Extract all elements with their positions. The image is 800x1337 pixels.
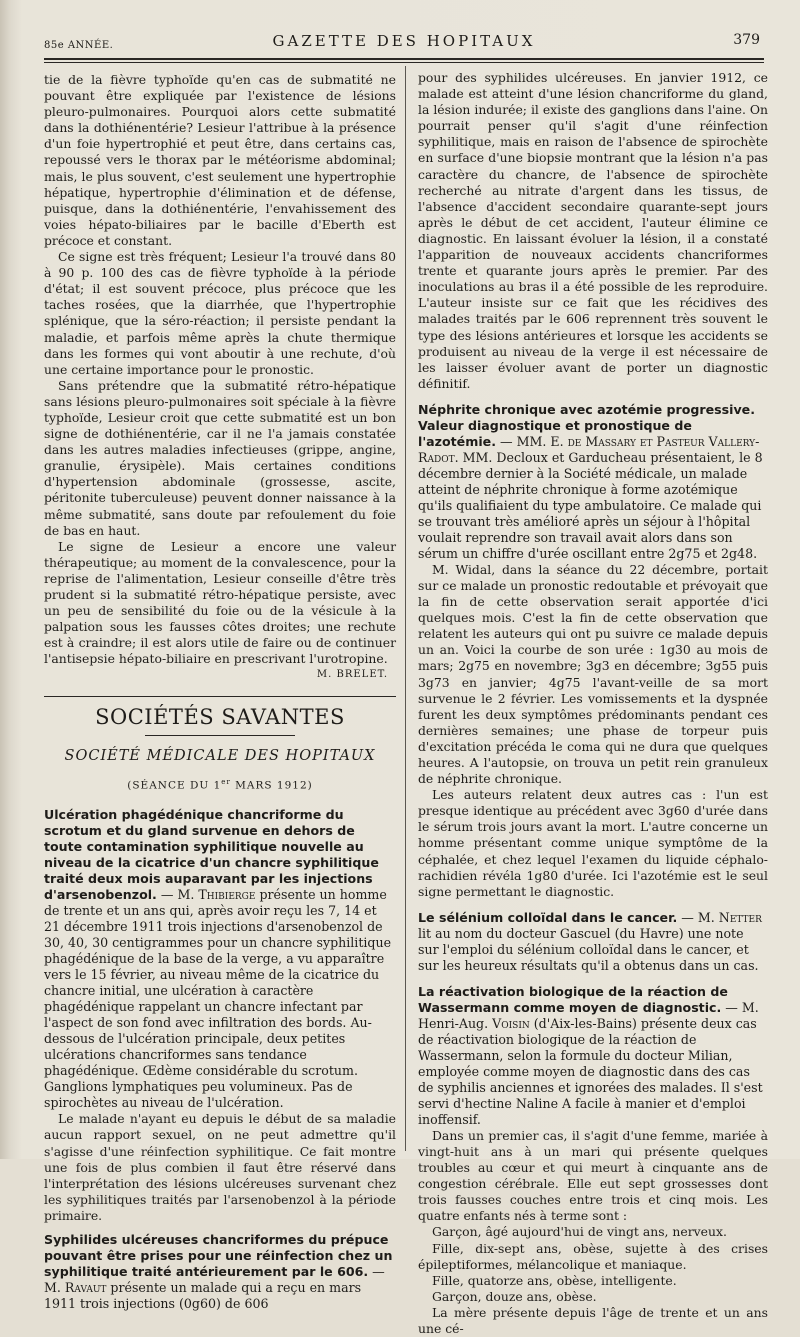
paragraph: Le malade n'ayant eu depuis le début de sa maladie aucun rapport sexuel, on ne peut admettre qu'il s'agisse d'une réinfection syphilitique. Ce fait montre une fois de plus combien il faut être réservé dans l'interprétation des lésions ulcéreuses survenant chez les syphilitiques traités par l'arsenobenzol à la période primaire. [44, 1111, 396, 1223]
edition-label: 85e ANNÉE. [44, 40, 114, 51]
list-item: Fille, quatorze ans, obèse, intelligente. [432, 1272, 677, 1288]
running-head [44, 28, 764, 54]
article-author: Ravaut [64, 1280, 107, 1295]
paragraph: La mère présente depuis l'âge de trente et un ans une cé- [418, 1304, 768, 1336]
section-subrule [145, 735, 295, 736]
section-rule [44, 696, 396, 697]
paragraph: Dans un premier cas, il s'agit d'une femme, mariée à vingt-huit ans à un mari qui présente quelques troubles au cœur et qui meurt à cinquante ans de congestion cérébrale. Elle eut sept grossesses dont trois fausses couches entre trois et cinq mois. Les quatre enfants nés à terme sont : [418, 1127, 768, 1224]
left-column [44, 72, 396, 1312]
article-author: Voisin [492, 1015, 530, 1031]
paragraph: Sans prétendre que la submatité rétro-hépatique sans lésions pleuro-pulmonaires soit spéciale à la fièvre typhoïde, Lesieur croit que cette submatité est un bon signe de dothiénentérie, car il ne l'a jamais constatée dans les autres maladies infectieuses (grippe, angine, granulie, érysipèle). Mais certaines conditions d'hypertension abdominale (grossesse, ascite, péritonite tuberculeuse) peuvent donner naissance à la même submatité, sans doute par refoulement du foie de bas en haut. [44, 377, 396, 538]
journal-title: GAZETTE DES HOPITAUX [272, 32, 536, 50]
article-heading: Le sélénium colloïdal dans le cancer. — M. Netter lit au nom du docteur Gascuel (du Havre) une note sur l'emploi du sélénium colloïdal dans le cancer, et sur les heureux résultats qu'il a obtenus dans un cas. [418, 909, 762, 973]
list-item: Garçon, âgé aujourd'hui de vingt ans, nerveux. [432, 1224, 727, 1240]
list-item: Garçon, douze ans, obèse. [432, 1288, 597, 1304]
page-number: 379 [733, 32, 760, 48]
column-separator [405, 66, 406, 1151]
paragraph: tie de la fièvre typhoïde qu'en cas de submatité ne pouvant être expliquée par l'existence de lésions pleuro-pulmonaires. Pourquoi alors cette submatité dans la dothiénentérie? Lesieur l'attribue à la présence d'un foie hypertrophié et peut être, dans certains cas, repoussé vers le thorax par le météorisme abdominal; mais, le plus souvent, c'est seulement une hypertrophie hépatique, hypertrophie d'élimination et de défense, puisque, dans la dothiénentérie, l'envahissement des voies hépato-biliaires par le bacille d'Eberth est précoce et constant. [44, 72, 396, 248]
right-column [418, 70, 768, 1337]
session-date: (SÉANCE DU 1er MARS 1912) [127, 777, 313, 792]
article-author: Thibierge [198, 887, 256, 903]
article-heading: La réactivation biologique de la réaction de Wassermann comme moyen de diagnostic. — M. Henri-Aug. Voisin (d'Aix-les-Bains) présente deux cas de réactivation biologique de la réaction de Wassermann, selon la formule du docteur Milian, employée comme moyen de diagnostic dans des cas de syphilis anciennes et ignorées des malades. Il s'est servi d'hectine Naline A facile à manier et d'emploi inoffensif. [418, 983, 763, 1127]
author-signature: M. BRELET. [316, 669, 388, 681]
list-item: Fille, dix-sept ans, obèse, sujette à des crises épileptiformes, mélancolique et maniaque. [418, 1240, 768, 1272]
article-heading: Syphilides ulcéreuses chancriformes du prépuce pouvant être prises pour une réinfection chez un syphilitique traité antérieurement par le 606. — M. Ravaut présente un malade qui a reçu en mars 1911 trois injections (0g60) de 606 [44, 1232, 393, 1311]
header-rule [44, 58, 764, 60]
society-title: SOCIÉTÉ MÉDICALE DES HOPITAUX [64, 747, 376, 764]
section-title: SOCIÉTÉS SAVANTES [95, 704, 345, 729]
paragraph: pour des syphilides ulcéreuses. En janvier 1912, ce malade est atteint d'une lésion chancriforme du gland, la lésion indurée; il existe des ganglions dans l'aine. On pourrait penser qu'il s'agit d'une réinfection syphilitique, mais en raison de l'absence de spirochète en surface d'une biopsie montrant que la lésion n'a pas caractère du chancre, de l'absence de spirochète recherché au nitrate d'argent dans les tissus, de l'absence d'accident secondaire quarante-sept jours après le début de cet accident, l'auteur élimine ce diagnostic. En laissant évoluer la lésion, il a constaté l'apparition de nouveaux accidents chancriformes trente et quarante jours après le premier. Par des inoculations au bras il a été possible de les reproduire. L'auteur insiste sur ce fait que les récidives des malades traités par le 606 reprennent très souvent le type des lésions antérieures et lorsque les accidents se produisent au niveau de la verge il est nécessaire de les laisser évoluer avant de porter un diagnostic définitif. [418, 70, 768, 391]
article-author: Netter [718, 909, 762, 925]
header-rule-thin [44, 62, 764, 63]
article-heading: Ulcération phagédénique chancriforme du scrotum et du gland survenue en dehors de toute contamination syphilitique nouvelle au niveau de la cicatrice d'un chancre syphilitique traité deux mois auparavant par les injections d'arsenobenzol. — M. Thibierge présente un homme de trente et un ans qui, après avoir reçu les 7, 14 et 21 décembre 1911 trois injections d'arsenobenzol de 30, 40, 30 centigrammes pour un chancre syphilitique phagédénique de la base de la verge, a vu apparaître vers le 15 février, au niveau même de la cicatrice du chancre initial, une ulcération à caractère phagédénique rappelant un chancre infectant par l'aspect de son fond avec infiltration des bords. Au-dessous de l'ulcération principale, deux petites ulcérations chancriformes sans tendance phagédénique. Œdème considérable du scrotum. Ganglions lymphatiques peu volumineux. Pas de spirochètes au niveau de l'ulcération. [44, 807, 392, 1111]
paragraph: Les auteurs relatent deux autres cas : l'un est presque identique au précédent avec 3g60 d'urée dans le sérum trois jours avant la mort. L'autre concerne un homme présentant comme unique symptôme de la céphalée, et chez lequel l'examen du liquide céphalo-rachidien révéla 1g80 d'urée. Ici l'azotémie est le seul signe permettant le diagnostic. [418, 787, 768, 899]
article-heading: Néphrite chronique avec azotémie progressive. Valeur diagnostique et pronostique de l'azotémie. — MM. E. de Massary et Pasteur Vallery-Radot. MM. Decloux et Garducheau présentaient, le 8 décembre dernier à la Société médicale, un malade atteint de néphrite chronique à forme azotémique qu'ils qualifiaient du type ambulatoire. Ce malade qui se trouvant très amélioré après un séjour à l'hôpital voulait reprendre son travail avait alors dans son sérum un chiffre d'urée oscillant entre 2g75 et 2g48. [418, 401, 763, 561]
paragraph: M. Widal, dans la séance du 22 décembre, portait sur ce malade un pronostic redoutable et prévoyait que la fin de cette observation serait apportée d'ici quelques mois. C'est la fin de cette observation que relatent les auteurs qui ont pu suivre ce malade depuis un an. Voici la courbe de son urée : 1g30 au mois de mars; 2g75 en novembre; 3g3 en décembre; 3g55 puis 3g73 en janvier; 4g75 l'avant-veille de sa mort survenue le 2 février. Les vomissements et la dyspnée furent les deux symptômes prédominants pendant ces dernières semaines; une phase de torpeur puis d'excitation précéda le coma qui ne dura que quelques heures. A l'autopsie, on trouva un petit rein granuleux de néphrite chronique. [418, 561, 768, 787]
paragraph: Ce signe est très fréquent; Lesieur l'a trouvé dans 80 à 90 p. 100 des cas de fièvre typhoïde à la période d'état; il est souvent précoce, plus précoce que les taches rosées, que la diarrhée, que l'hypertrophie splénique, que la séro-réaction; il persiste pendant la maladie, et parfois même après la chute thermique dans les formes qui vont aboutir à une rechute, d'où une certaine importance pour le pronostic. [44, 249, 396, 377]
paragraph: Le signe de Lesieur a encore une valeur thérapeutique; au moment de la convalescence, pour la reprise de l'alimentation, Lesieur conseille d'être très prudent si la submatité rétro-hépatique persiste, avec un peu de sensibilité du foie ou de la vésicule à la palpation sous les fausses côtes droites; une rechute est à craindre; il est alors utile de faire ou de continuer l'antisepsie hépato-biliaire en prescrivant l'urotropine. [44, 538, 396, 667]
article-author: E. de Massary et Pasteur Vallery-Radot. [418, 433, 760, 465]
